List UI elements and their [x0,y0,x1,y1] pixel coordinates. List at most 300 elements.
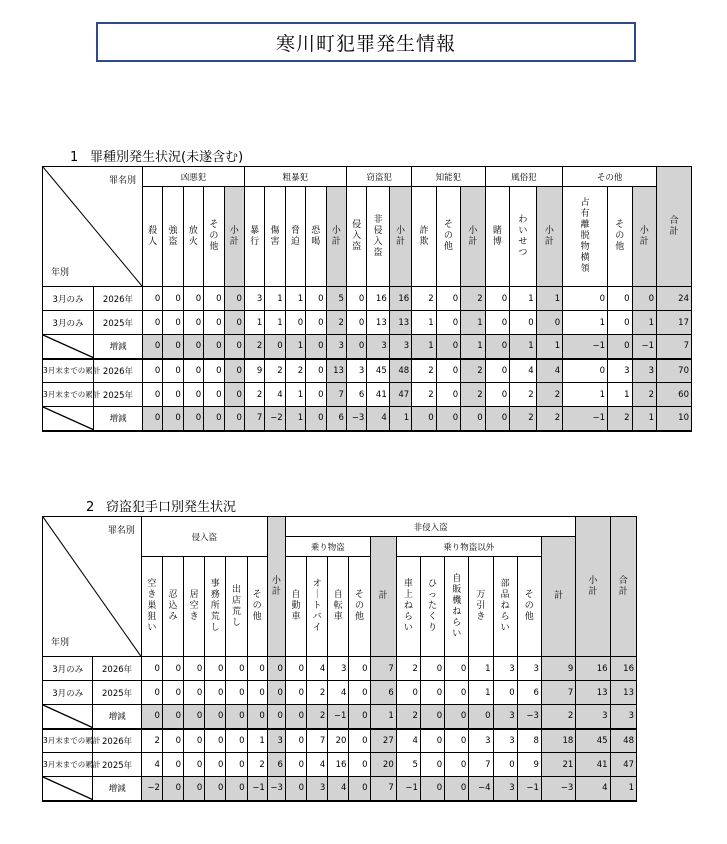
column-header [163,187,183,287]
value-cell: 2 [412,359,436,383]
value-cell: 0 [436,335,460,359]
column-header [517,557,541,657]
value-cell: 0 [306,383,326,407]
value-cell: 0 [226,729,247,753]
value-cell: −1 [396,777,420,801]
value-cell: 0 [204,359,224,383]
value-cell: 0 [141,681,162,705]
value-cell: 1 [469,681,493,705]
column-header [436,187,460,287]
value-cell: 2 [510,383,537,407]
value-cell: 0 [306,311,326,335]
value-cell: 3 [517,657,541,681]
value-cell: 0 [184,705,205,729]
table-row [43,729,637,753]
table-row [43,657,637,681]
value-cell: 0 [349,777,370,801]
value-cell: 0 [485,383,509,407]
value-cell: 0 [162,681,183,705]
column-header [183,187,203,287]
column-header [328,557,349,657]
value-cell: 0 [608,311,632,335]
value-cell: 1 [510,287,537,311]
value-cell: 0 [436,383,460,407]
row-year: 2026年 [94,359,143,383]
value-cell: 0 [267,681,285,705]
value-cell: 2 [608,407,632,431]
column-header-text: 詐 欺 [419,225,429,247]
value-cell: 47 [389,383,411,407]
column-header-text: ひ っ た く り [428,579,438,633]
value-cell: 70 [657,359,692,383]
column-header [485,187,509,287]
corner-top-label: 罪名別 [108,176,136,186]
group-header: その他 [563,167,657,187]
value-cell: 0 [608,335,632,359]
value-cell: 2 [141,729,162,753]
row-label: 3月末までの累計 [43,753,93,777]
value-cell: 0 [162,729,183,753]
value-cell: 7 [469,753,493,777]
value-cell: 2 [265,359,285,383]
table-row [43,777,637,801]
value-cell: 0 [485,287,509,311]
column-header-text: 忍 込 み [168,590,178,622]
column-header [307,557,328,657]
value-cell: 2 [244,383,264,407]
value-cell: 0 [267,657,285,681]
column-header-text: そ の 他 [524,590,534,622]
value-cell: 2 [541,705,575,729]
value-cell: 3 [346,359,366,383]
column-header [608,187,632,287]
value-cell: 0 [265,335,285,359]
column-header [285,557,306,657]
value-cell: 0 [226,657,247,681]
value-cell: 0 [346,287,366,311]
value-cell: −4 [469,777,493,801]
value-cell: 2 [536,407,563,431]
column-header [267,517,285,657]
value-cell: 3 [608,359,632,383]
column-header-text: 自 転 車 [333,590,343,622]
column-header [657,167,692,287]
theft-method-table [42,516,637,802]
value-cell: 13 [367,311,389,335]
table-row [43,407,692,431]
value-cell: −3 [541,777,575,801]
group-header: 知能犯 [412,167,485,187]
value-cell: 0 [436,287,460,311]
value-cell: 1 [461,311,486,335]
column-header-text: 占 有 離 脱 物 横 領 [580,198,590,274]
value-cell: 0 [204,383,224,407]
value-cell: 0 [306,287,326,311]
value-cell: 4 [328,681,349,705]
value-cell: 0 [445,705,469,729]
value-cell: 3 [632,359,657,383]
column-header-text: 計 [378,591,388,601]
row-label: 3月のみ [43,657,93,681]
page-title [96,22,636,62]
value-cell: 16 [610,657,636,681]
value-cell: 0 [205,657,226,681]
row-label [43,777,93,801]
value-cell: 0 [420,657,444,681]
column-header-text: 暴 行 [250,225,260,247]
value-cell: 7 [370,777,396,801]
value-cell: 2 [536,383,563,407]
row-year: 増減 [94,407,143,431]
value-cell: 0 [226,753,247,777]
value-cell: 0 [205,705,226,729]
value-cell: 4 [396,729,420,753]
value-cell: 0 [183,311,203,335]
row-year: 2026年 [93,729,141,753]
value-cell: 45 [576,729,610,753]
group-header: 窃盗犯 [346,167,411,187]
column-header-text: そ の 他 [209,220,219,252]
column-header [493,557,517,657]
subgroup-header: 乗り物盗以外 [396,537,541,557]
value-cell: 3 [576,705,610,729]
column-header-text: 放 火 [188,225,198,247]
value-cell: 0 [224,359,244,383]
row-label: 3月のみ [43,681,93,705]
value-cell: 2 [396,705,420,729]
value-cell: 0 [141,657,162,681]
row-year: 2025年 [93,681,141,705]
table-row [43,753,637,777]
column-header [367,187,389,287]
table-row [43,311,692,335]
value-cell: 2 [285,359,305,383]
column-header-text: 空 き 巣 狙 い [147,579,157,633]
column-header-text: そ の 他 [252,590,262,622]
value-cell: 16 [367,287,389,311]
column-header-text: 自 動 車 [291,590,301,622]
table-row [43,359,692,383]
column-header-text: わ い せ つ [518,214,528,258]
column-header-text: 小 計 [639,225,649,247]
value-cell: 4 [141,753,162,777]
corner-cell [43,517,142,657]
value-cell: 0 [184,777,205,801]
value-cell: 0 [142,383,162,407]
corner-bottom-label: 年別 [51,268,70,278]
value-cell: −1 [247,777,267,801]
value-cell: 0 [485,407,509,431]
value-cell: 0 [396,681,420,705]
value-cell: 1 [563,383,608,407]
row-year: 増減 [93,777,141,801]
value-cell: 0 [485,311,509,335]
diff-diagonal [43,705,92,728]
value-cell: 20 [328,729,349,753]
column-header [536,187,563,287]
value-cell: 0 [163,383,183,407]
value-cell: 9 [517,753,541,777]
row-label [43,335,94,359]
value-cell: 0 [436,407,460,431]
value-cell: 1 [536,287,563,311]
value-cell: 0 [184,729,205,753]
column-header [326,187,346,287]
table-row [43,705,637,729]
column-header-text: 小 計 [331,225,341,247]
value-cell: 1 [461,335,486,359]
value-cell: 6 [517,681,541,705]
value-cell: 0 [285,681,306,705]
value-cell: −1 [632,335,657,359]
value-cell: 0 [224,383,244,407]
value-cell: 3 [367,335,389,359]
column-header-text: 殺 人 [148,225,158,247]
section2-heading-text: 窃盗犯手口別発生状況 [106,500,237,515]
value-cell: 0 [247,657,267,681]
value-cell: 0 [412,407,436,431]
value-cell: 27 [370,729,396,753]
value-cell: 0 [142,311,162,335]
value-cell: 0 [461,407,486,431]
column-header-text: 居 空 き [189,590,199,622]
column-header [389,187,411,287]
value-cell: 0 [420,681,444,705]
value-cell: 2 [632,383,657,407]
value-cell: 0 [445,777,469,801]
value-cell: 2 [307,681,328,705]
row-year: 2026年 [94,287,143,311]
value-cell: −1 [328,705,349,729]
value-cell: 3 [493,705,517,729]
value-cell: 6 [326,407,346,431]
value-cell: 1 [285,407,305,431]
value-cell: 1 [510,335,537,359]
corner-top-label: 罪名別 [107,526,135,536]
value-cell: 0 [205,681,226,705]
column-header [285,187,305,287]
column-header [445,557,469,657]
value-cell: 0 [493,681,517,705]
value-cell: 41 [367,383,389,407]
value-cell: 2 [461,359,486,383]
row-label: 3月のみ [43,287,94,311]
value-cell: 16 [389,287,411,311]
table-row [43,287,692,311]
value-cell: 0 [445,753,469,777]
value-cell: 20 [370,753,396,777]
value-cell: 2 [510,407,537,431]
value-cell: 0 [493,753,517,777]
value-cell: 45 [367,359,389,383]
diff-diagonal [43,777,92,800]
value-cell: 0 [204,335,224,359]
row-label [43,705,93,729]
row-year: 増減 [94,335,143,359]
section1-heading-text: 罪種別発生状況(未遂含む) [90,150,244,165]
value-cell: 16 [576,657,610,681]
value-cell: 0 [349,729,370,753]
column-header [205,557,226,657]
value-cell: 0 [163,335,183,359]
value-cell: 0 [306,359,326,383]
column-header [349,557,370,657]
column-header-text: 小 計 [468,225,478,247]
value-cell: 0 [346,311,366,335]
value-cell: 0 [162,657,183,681]
column-header [224,187,244,287]
row-year: 増減 [93,705,141,729]
corner-bottom-label: 年別 [51,638,70,648]
subgroup-header: 乗り物盗 [285,537,370,557]
column-header-text: 合 計 [618,575,628,597]
value-cell: −1 [517,777,541,801]
value-cell: 4 [265,383,285,407]
table-row [43,335,692,359]
value-cell: 7 [541,681,575,705]
group-header: 粗暴犯 [244,167,346,187]
column-header-text: 車 上 ね ら い [403,579,413,633]
value-cell: 0 [142,359,162,383]
column-header-text: 計 [554,591,564,601]
value-cell: −2 [141,777,162,801]
column-header-text: そ の 他 [443,220,453,252]
corner-cell [43,167,143,287]
value-cell: 0 [436,359,460,383]
value-cell: 13 [326,359,346,383]
column-header-text: 脅 迫 [290,225,300,247]
value-cell: 0 [183,407,203,431]
value-cell: 1 [285,287,305,311]
value-cell: 0 [204,311,224,335]
value-cell: 0 [349,681,370,705]
row-year: 2025年 [94,311,143,335]
value-cell: 48 [610,729,636,753]
value-cell: 9 [244,359,264,383]
value-cell: 2 [326,311,346,335]
value-cell: 0 [224,311,244,335]
value-cell: 0 [285,657,306,681]
value-cell: 0 [184,657,205,681]
value-cell: −1 [563,335,608,359]
value-cell: 0 [162,705,183,729]
row-label: 3月末までの累計 [43,383,94,407]
column-header-text: 小 計 [271,575,281,597]
row-label: 3月末までの累計 [43,729,93,753]
value-cell: 1 [244,311,264,335]
value-cell: 2 [396,657,420,681]
value-cell: 0 [226,681,247,705]
value-cell: 4 [536,359,563,383]
value-cell: 8 [517,729,541,753]
row-label: 3月のみ [43,311,94,335]
value-cell: 1 [247,729,267,753]
value-cell: 1 [412,311,436,335]
column-header-text: オ ｜ ト バ イ [312,579,322,633]
column-header [412,187,436,287]
value-cell: 0 [349,657,370,681]
value-cell: 4 [510,359,537,383]
column-header-text: 小 計 [229,225,239,247]
column-header [244,187,264,287]
column-header [541,537,575,657]
diff-diagonal [43,407,93,430]
value-cell: 6 [370,681,396,705]
value-cell: 0 [163,407,183,431]
group-header: 凶悪犯 [142,167,244,187]
value-cell: 1 [632,311,657,335]
column-header [247,557,267,657]
value-cell: 0 [306,407,326,431]
value-cell: 1 [265,311,285,335]
value-cell: 0 [285,705,306,729]
value-cell: 13 [576,681,610,705]
value-cell: 0 [226,705,247,729]
value-cell: 17 [657,311,692,335]
value-cell: 13 [389,311,411,335]
value-cell: 48 [389,359,411,383]
column-header [370,537,396,657]
column-header-text: 部 品 ね ら い [500,579,510,633]
value-cell: 0 [285,729,306,753]
section1-number: 1 [70,150,79,165]
value-cell: 0 [184,681,205,705]
value-cell: 0 [183,383,203,407]
value-cell: 6 [346,383,366,407]
value-cell: 1 [370,705,396,729]
column-header [461,187,486,287]
value-cell: 0 [163,287,183,311]
value-cell: 9 [541,657,575,681]
value-cell: 0 [247,705,267,729]
value-cell: 0 [420,777,444,801]
value-cell: 0 [204,287,224,311]
value-cell: 0 [162,777,183,801]
value-cell: 6 [267,753,285,777]
value-cell: 0 [226,777,247,801]
value-cell: 3 [328,657,349,681]
column-header [346,187,366,287]
value-cell: 0 [142,335,162,359]
value-cell: 0 [205,777,226,801]
value-cell: 4 [367,407,389,431]
section2-heading [86,496,236,515]
value-cell: 13 [610,681,636,705]
value-cell: 5 [326,287,346,311]
value-cell: 7 [307,729,328,753]
value-cell: 3 [244,287,264,311]
value-cell: 2 [461,383,486,407]
value-cell: 18 [541,729,575,753]
value-cell: 0 [445,657,469,681]
value-cell: 7 [326,383,346,407]
value-cell: 2 [244,335,264,359]
value-cell: 3 [493,729,517,753]
value-cell: 1 [469,657,493,681]
table-row [43,383,692,407]
page-title-text: 寒川町犯罪発生情報 [275,32,456,55]
value-cell: 0 [346,335,366,359]
value-cell: 1 [389,407,411,431]
column-header [184,557,205,657]
row-year: 2025年 [94,383,143,407]
column-header [396,557,420,657]
column-header-text: 小 計 [544,225,554,247]
column-header [632,187,657,287]
value-cell: 0 [285,777,306,801]
column-header [420,557,444,657]
value-cell: 3 [493,777,517,801]
